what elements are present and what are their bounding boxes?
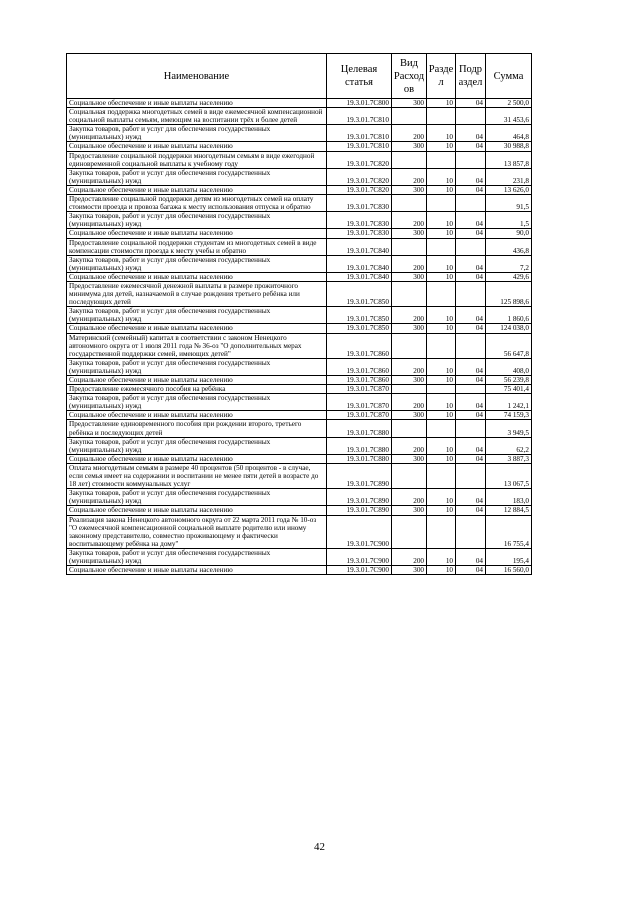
row-sum-cell: 3 887,3: [486, 454, 532, 463]
table-row: [67, 212, 532, 229]
table-row: [67, 125, 532, 142]
row-name-cell: Социальное обеспечение и иные выплаты населению: [67, 142, 327, 151]
row-subsection-cell: 04: [456, 142, 486, 151]
row-subsection-cell: [456, 151, 486, 168]
row-sum-cell: 13 857,8: [486, 151, 532, 168]
row-target-article-cell: 19.3.01.7С840: [327, 238, 392, 255]
row-subsection-cell: 04: [456, 307, 486, 324]
row-section-cell: 10: [427, 307, 456, 324]
row-name-cell: Предоставление социальной поддержки многодетным семьям в виде ежегодной единовременной социальной выплаты к учебному году: [67, 151, 327, 168]
row-target-article-cell: 19.3.01.7С870: [327, 385, 392, 394]
table-row: [67, 333, 532, 358]
row-section-cell: 10: [427, 394, 456, 411]
row-name-cell: Закупка товаров, работ и услуг для обеспечения государственных (муниципальных) нужд: [67, 255, 327, 272]
row-subsection-cell: 04: [456, 229, 486, 238]
row-expense-type-cell: 200: [392, 125, 427, 142]
row-section-cell: 10: [427, 185, 456, 194]
row-section-cell: 10: [427, 272, 456, 281]
row-name-cell: Закупка товаров, работ и услуг для обеспечения государственных (муниципальных) нужд: [67, 489, 327, 506]
row-subsection-cell: 04: [456, 489, 486, 506]
row-section-cell: 10: [427, 168, 456, 185]
row-name-cell: Предоставление ежемесячного пособия на ребёнка: [67, 385, 327, 394]
row-target-article-cell: 19.3.01.7С850: [327, 324, 392, 333]
table-row: [67, 385, 532, 394]
row-subsection-cell: 04: [456, 394, 486, 411]
header-name: Наименование: [67, 54, 327, 99]
row-sum-cell: 56 647,8: [486, 333, 532, 358]
header-target-article: Целевая статья: [327, 54, 392, 99]
row-sum-cell: 231,8: [486, 168, 532, 185]
row-subsection-cell: 04: [456, 506, 486, 515]
row-target-article-cell: 19.3.01.7С830: [327, 212, 392, 229]
row-name-cell: Закупка товаров, работ и услуг для обеспечения государственных (муниципальных) нужд: [67, 394, 327, 411]
row-sum-cell: 195,4: [486, 548, 532, 565]
row-section-cell: 10: [427, 548, 456, 565]
row-expense-type-cell: [392, 281, 427, 306]
row-expense-type-cell: 200: [392, 394, 427, 411]
row-expense-type-cell: 200: [392, 212, 427, 229]
row-sum-cell: 90,0: [486, 229, 532, 238]
table-header-row: [67, 54, 532, 99]
row-section-cell: [427, 515, 456, 548]
row-target-article-cell: 19.3.01.7С800: [327, 99, 392, 108]
row-sum-cell: 13 626,0: [486, 185, 532, 194]
row-section-cell: 10: [427, 229, 456, 238]
row-sum-cell: 1 860,6: [486, 307, 532, 324]
row-subsection-cell: [456, 333, 486, 358]
row-name-cell: Оплата многодетным семьям в размере 40 процентов (50 процентов - в случае, если семья имеет на содержании и воспитании не менее пяти детей в возрасте до 18 лет) стоимости коммунальных услуг: [67, 463, 327, 488]
row-target-article-cell: 19.3.01.7С880: [327, 454, 392, 463]
table-row: [67, 394, 532, 411]
row-target-article-cell: 19.3.01.7С890: [327, 489, 392, 506]
row-sum-cell: 125 898,6: [486, 281, 532, 306]
row-subsection-cell: [456, 515, 486, 548]
row-subsection-cell: 04: [456, 358, 486, 375]
table-row: [67, 281, 532, 306]
row-subsection-cell: [456, 385, 486, 394]
row-expense-type-cell: [392, 108, 427, 125]
table-row: [67, 99, 532, 108]
row-subsection-cell: 04: [456, 185, 486, 194]
row-sum-cell: 91,5: [486, 195, 532, 212]
row-name-cell: Предоставление социальной поддержки студентам из многодетных семей в виде компенсации стоимости проезда к месту учебы и обратно: [67, 238, 327, 255]
row-section-cell: 10: [427, 99, 456, 108]
row-section-cell: 10: [427, 125, 456, 142]
row-section-cell: 10: [427, 324, 456, 333]
table-row: [67, 506, 532, 515]
row-sum-cell: 75 401,4: [486, 385, 532, 394]
row-subsection-cell: [456, 420, 486, 437]
row-target-article-cell: 19.3.01.7С850: [327, 281, 392, 306]
row-expense-type-cell: [392, 463, 427, 488]
row-expense-type-cell: 300: [392, 454, 427, 463]
row-expense-type-cell: [392, 151, 427, 168]
row-name-cell: Закупка товаров, работ и услуг для обеспечения государственных (муниципальных) нужд: [67, 307, 327, 324]
row-name-cell: Социальное обеспечение и иные выплаты населению: [67, 506, 327, 515]
row-target-article-cell: 19.3.01.7С870: [327, 411, 392, 420]
budget-table-page: [66, 53, 531, 575]
row-target-article-cell: 19.3.01.7С860: [327, 358, 392, 375]
row-target-article-cell: 19.3.01.7С810: [327, 108, 392, 125]
row-subsection-cell: 04: [456, 255, 486, 272]
row-target-article-cell: 19.3.01.7С830: [327, 229, 392, 238]
row-sum-cell: 56 239,8: [486, 376, 532, 385]
row-expense-type-cell: [392, 515, 427, 548]
row-target-article-cell: 19.3.01.7С840: [327, 272, 392, 281]
row-target-article-cell: 19.3.01.7С810: [327, 125, 392, 142]
table-row: [67, 272, 532, 281]
row-target-article-cell: 19.3.01.7С900: [327, 515, 392, 548]
row-sum-cell: 464,8: [486, 125, 532, 142]
row-section-cell: [427, 420, 456, 437]
row-name-cell: Материнский (семейный) капитал в соответствии с законом Ненецкого автономного округа от 1 июля 2011 года № 36-оз "О дополнительных мерах государственной поддержки семей, имеющих детей": [67, 333, 327, 358]
row-sum-cell: 124 038,0: [486, 324, 532, 333]
row-sum-cell: 2 500,0: [486, 99, 532, 108]
row-name-cell: Социальное обеспечение и иные выплаты населению: [67, 454, 327, 463]
row-name-cell: Закупка товаров, работ и услуг для обеспечения государственных (муниципальных) нужд: [67, 437, 327, 454]
row-target-article-cell: 19.3.01.7С890: [327, 506, 392, 515]
row-sum-cell: 7,2: [486, 255, 532, 272]
row-expense-type-cell: 300: [392, 566, 427, 575]
table-row: [67, 229, 532, 238]
row-sum-cell: 408,0: [486, 358, 532, 375]
row-section-cell: 10: [427, 142, 456, 151]
row-name-cell: Закупка товаров, работ и услуг для обеспечения государственных (муниципальных) нужд: [67, 125, 327, 142]
table-row: [67, 307, 532, 324]
row-sum-cell: 183,0: [486, 489, 532, 506]
row-subsection-cell: 04: [456, 454, 486, 463]
row-name-cell: Социальное обеспечение и иные выплаты населению: [67, 229, 327, 238]
row-target-article-cell: 19.3.01.7С880: [327, 420, 392, 437]
row-section-cell: 10: [427, 212, 456, 229]
table-row: [67, 185, 532, 194]
table-row: [67, 168, 532, 185]
row-expense-type-cell: [392, 385, 427, 394]
row-subsection-cell: [456, 108, 486, 125]
row-expense-type-cell: [392, 333, 427, 358]
row-sum-cell: 436,8: [486, 238, 532, 255]
table-row: [67, 566, 532, 575]
row-subsection-cell: 04: [456, 376, 486, 385]
row-subsection-cell: [456, 195, 486, 212]
header-section: Разде л: [427, 54, 456, 99]
row-section-cell: 10: [427, 566, 456, 575]
row-expense-type-cell: 200: [392, 168, 427, 185]
table-row: [67, 324, 532, 333]
header-expense-type: Вид Расход ов: [392, 54, 427, 99]
row-name-cell: Социальное обеспечение и иные выплаты населению: [67, 99, 327, 108]
row-subsection-cell: 04: [456, 411, 486, 420]
row-subsection-cell: 04: [456, 168, 486, 185]
row-subsection-cell: [456, 463, 486, 488]
row-name-cell: Социальное обеспечение и иные выплаты населению: [67, 272, 327, 281]
row-sum-cell: 16 755,4: [486, 515, 532, 548]
row-subsection-cell: 04: [456, 99, 486, 108]
row-sum-cell: 12 884,5: [486, 506, 532, 515]
table-row: [67, 489, 532, 506]
table-row: [67, 515, 532, 548]
row-name-cell: Предоставление единовременного пособия при рождении второго, третьего ребёнка и последующих детей: [67, 420, 327, 437]
row-expense-type-cell: 200: [392, 437, 427, 454]
row-sum-cell: 1,5: [486, 212, 532, 229]
row-name-cell: Социальная поддержка многодетных семей в виде ежемесячной компенсационной социальной выплаты семьям, имеющим на воспитании трёх и более детей: [67, 108, 327, 125]
row-target-article-cell: 19.3.01.7С860: [327, 376, 392, 385]
table-row: [67, 376, 532, 385]
row-subsection-cell: 04: [456, 566, 486, 575]
table-row: [67, 463, 532, 488]
row-expense-type-cell: 200: [392, 307, 427, 324]
row-target-article-cell: 19.3.01.7С870: [327, 394, 392, 411]
row-sum-cell: 31 453,6: [486, 108, 532, 125]
row-name-cell: Закупка товаров, работ и услуг для обеспечения государственных (муниципальных) нужд: [67, 168, 327, 185]
row-sum-cell: 74 159,3: [486, 411, 532, 420]
row-name-cell: Социальное обеспечение и иные выплаты населению: [67, 411, 327, 420]
row-expense-type-cell: 300: [392, 324, 427, 333]
table-row: [67, 358, 532, 375]
row-target-article-cell: 19.3.01.7С880: [327, 437, 392, 454]
row-name-cell: Социальное обеспечение и иные выплаты населению: [67, 324, 327, 333]
row-subsection-cell: 04: [456, 437, 486, 454]
row-target-article-cell: 19.3.01.7С860: [327, 333, 392, 358]
row-subsection-cell: 04: [456, 125, 486, 142]
row-section-cell: 10: [427, 437, 456, 454]
header-subsection: Подр аздел: [456, 54, 486, 99]
header-sum: Сумма: [486, 54, 532, 99]
row-section-cell: 10: [427, 411, 456, 420]
row-expense-type-cell: 300: [392, 411, 427, 420]
row-name-cell: Социальное обеспечение и иные выплаты населению: [67, 566, 327, 575]
row-section-cell: [427, 108, 456, 125]
row-expense-type-cell: [392, 238, 427, 255]
row-section-cell: 10: [427, 358, 456, 375]
budget-table: [66, 53, 532, 575]
row-target-article-cell: 19.3.01.7С810: [327, 142, 392, 151]
table-row: [67, 454, 532, 463]
row-name-cell: Закупка товаров, работ и услуг для обеспечения государственных (муниципальных) нужд: [67, 212, 327, 229]
row-subsection-cell: 04: [456, 548, 486, 565]
row-section-cell: 10: [427, 506, 456, 515]
row-target-article-cell: 19.3.01.7С830: [327, 195, 392, 212]
row-subsection-cell: 04: [456, 212, 486, 229]
table-row: [67, 548, 532, 565]
table-row: [67, 255, 532, 272]
row-expense-type-cell: 200: [392, 255, 427, 272]
row-expense-type-cell: 200: [392, 548, 427, 565]
row-sum-cell: 13 067,5: [486, 463, 532, 488]
row-target-article-cell: 19.3.01.7С820: [327, 151, 392, 168]
table-row: [67, 238, 532, 255]
row-sum-cell: 30 988,8: [486, 142, 532, 151]
table-row: [67, 437, 532, 454]
row-expense-type-cell: 300: [392, 272, 427, 281]
row-expense-type-cell: 300: [392, 229, 427, 238]
row-section-cell: [427, 333, 456, 358]
row-expense-type-cell: 200: [392, 358, 427, 375]
row-name-cell: Социальное обеспечение и иные выплаты населению: [67, 376, 327, 385]
row-subsection-cell: [456, 281, 486, 306]
row-sum-cell: 1 242,1: [486, 394, 532, 411]
row-target-article-cell: 19.3.01.7С820: [327, 185, 392, 194]
row-expense-type-cell: 300: [392, 376, 427, 385]
row-target-article-cell: 19.3.01.7С900: [327, 548, 392, 565]
row-target-article-cell: 19.3.01.7С820: [327, 168, 392, 185]
row-target-article-cell: 19.3.01.7С890: [327, 463, 392, 488]
row-expense-type-cell: 300: [392, 185, 427, 194]
row-name-cell: Закупка товаров, работ и услуг для обеспечения государственных (муниципальных) нужд: [67, 358, 327, 375]
row-name-cell: Социальное обеспечение и иные выплаты населению: [67, 185, 327, 194]
table-row: [67, 142, 532, 151]
table-row: [67, 151, 532, 168]
row-expense-type-cell: [392, 195, 427, 212]
row-subsection-cell: 04: [456, 272, 486, 281]
row-section-cell: [427, 238, 456, 255]
row-name-cell: Реализация закона Ненецкого автономного округа от 22 марта 2011 года № 10-оз "О ежемесячной компенсационной социальной выплате родителю или иному законному представителю, совместно проживающему и фактически воспитывающему ребёнка на дому": [67, 515, 327, 548]
row-section-cell: [427, 281, 456, 306]
row-section-cell: [427, 463, 456, 488]
row-sum-cell: 62,2: [486, 437, 532, 454]
row-target-article-cell: 19.3.01.7С850: [327, 307, 392, 324]
row-expense-type-cell: 300: [392, 142, 427, 151]
row-name-cell: Предоставление ежемесячной денежной выплаты в размере прожиточного минимума для детей, назначаемой в случае рождения третьего ребёнка или последующих детей: [67, 281, 327, 306]
table-row: [67, 420, 532, 437]
row-expense-type-cell: 200: [392, 489, 427, 506]
row-sum-cell: 429,6: [486, 272, 532, 281]
row-sum-cell: 16 560,0: [486, 566, 532, 575]
row-expense-type-cell: 300: [392, 99, 427, 108]
page-number: 42: [314, 841, 325, 853]
row-sum-cell: 3 949,5: [486, 420, 532, 437]
table-row: [67, 411, 532, 420]
table-row: [67, 108, 532, 125]
row-target-article-cell: 19.3.01.7С840: [327, 255, 392, 272]
row-section-cell: 10: [427, 489, 456, 506]
table-row: [67, 195, 532, 212]
row-name-cell: Закупка товаров, работ и услуг для обеспечения государственных (муниципальных) нужд: [67, 548, 327, 565]
row-expense-type-cell: [392, 420, 427, 437]
row-section-cell: 10: [427, 454, 456, 463]
row-section-cell: [427, 385, 456, 394]
row-target-article-cell: 19.3.01.7С900: [327, 566, 392, 575]
row-subsection-cell: [456, 238, 486, 255]
row-section-cell: [427, 151, 456, 168]
row-expense-type-cell: 300: [392, 506, 427, 515]
row-name-cell: Предоставление социальной поддержки детям из многодетных семей на оплату стоимости проезда и провоза багажа к месту использования отпуска и обратно: [67, 195, 327, 212]
row-section-cell: 10: [427, 255, 456, 272]
row-subsection-cell: 04: [456, 324, 486, 333]
row-section-cell: [427, 195, 456, 212]
row-section-cell: 10: [427, 376, 456, 385]
